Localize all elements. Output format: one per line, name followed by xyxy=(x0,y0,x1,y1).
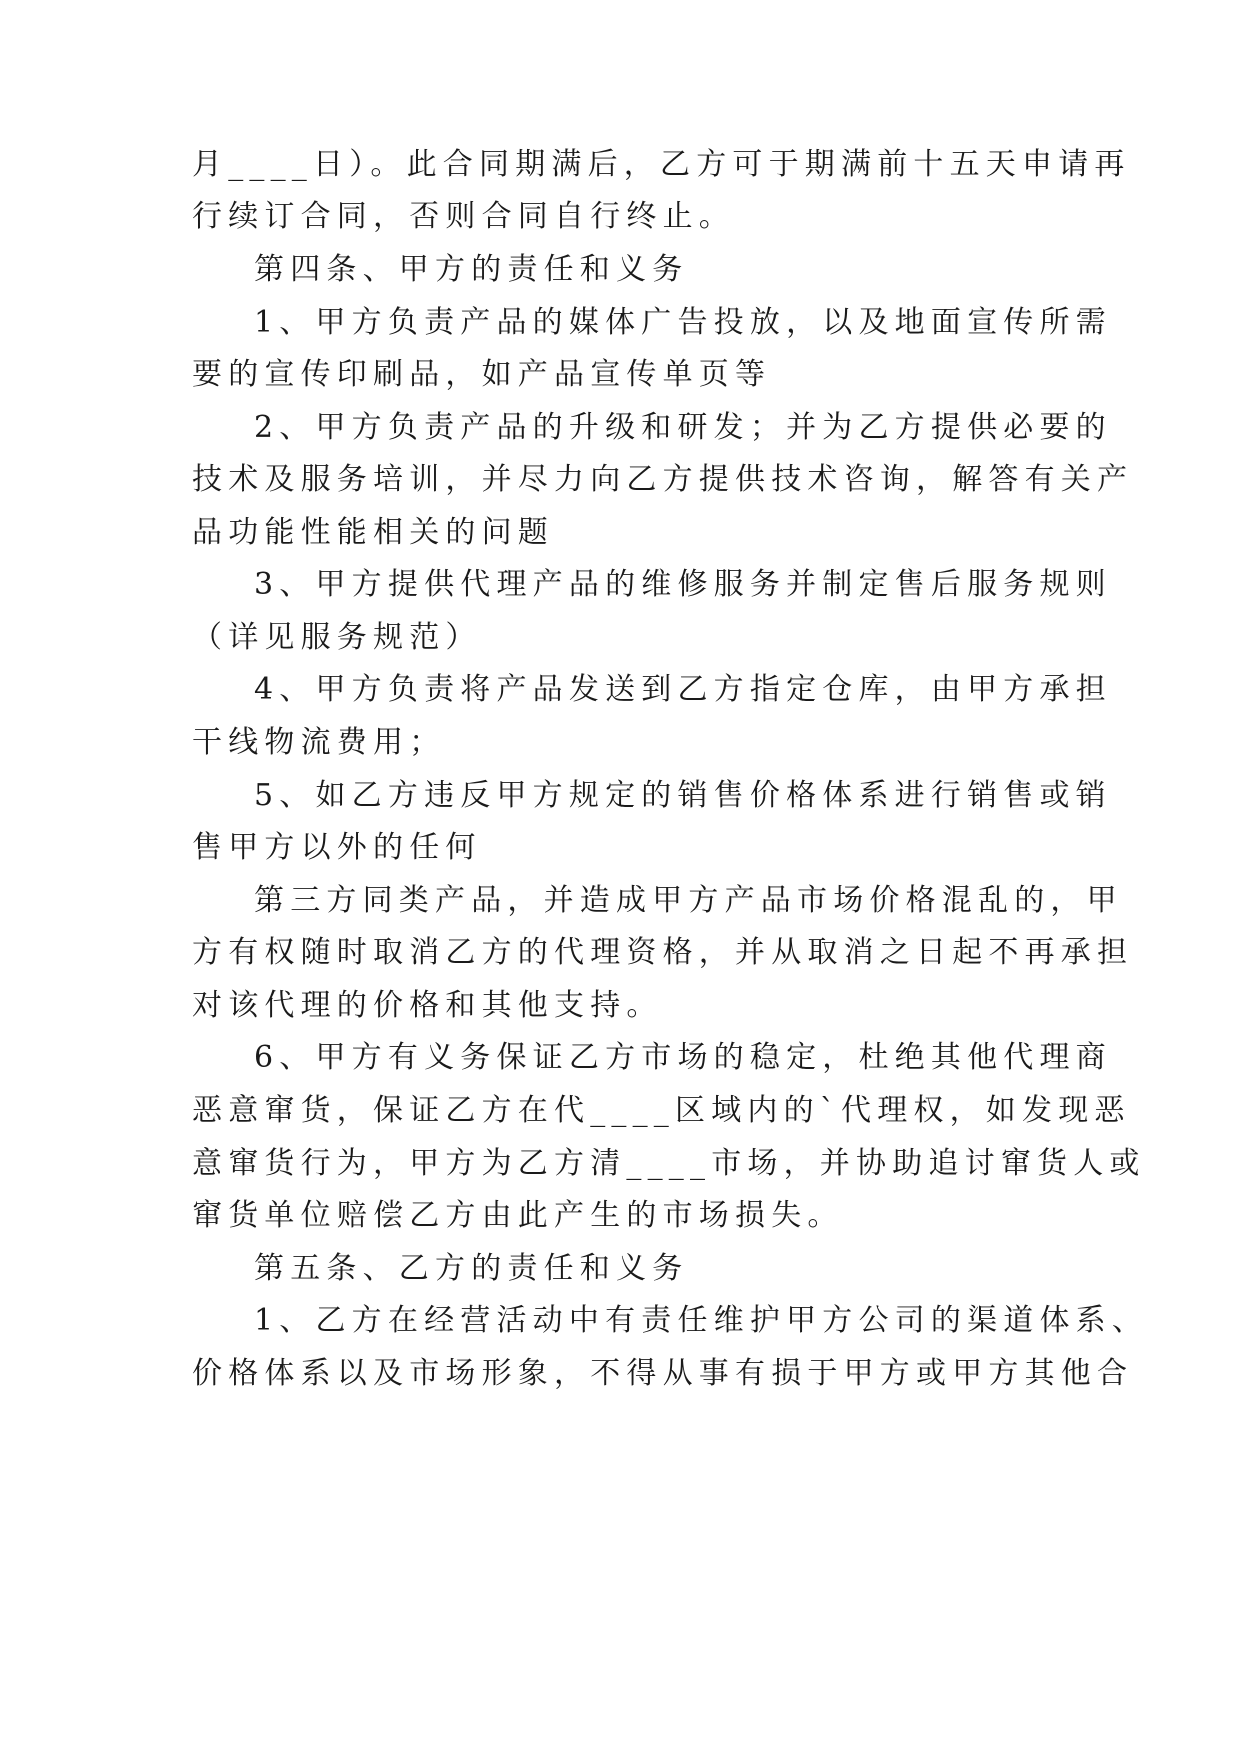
section-heading: 第四条、甲方的责任和义务 xyxy=(254,252,689,287)
text-line: 方有权随时取消乙方的代理资格，并从取消之日起不再承担 xyxy=(192,935,1134,970)
text-line: 干线物流费用； xyxy=(192,725,446,760)
text-line: 意窜货行为，甲方为乙方清____市场，并协助追讨窜货人或 xyxy=(192,1146,1146,1181)
text-line: 4、甲方负责将产品发送到乙方指定仓库，由甲方承担 xyxy=(254,672,1112,707)
text-line: 要的宣传印刷品，如产品宣传单页等 xyxy=(192,357,772,392)
text-line: 5、如乙方违反甲方规定的销售价格体系进行销售或销 xyxy=(254,778,1112,813)
section-heading: 第五条、乙方的责任和义务 xyxy=(254,1251,689,1286)
text-line: 恶意窜货，保证乙方在代____区域内的`代理权，如发现恶 xyxy=(192,1093,1131,1128)
text-line: 窜货单位赔偿乙方由此产生的市场损失。 xyxy=(192,1198,844,1233)
text-line: 月____日）。此合同期满后，乙方可于期满前十五天申请再 xyxy=(192,147,1131,182)
text-line: 品功能性能相关的问题 xyxy=(192,515,554,550)
text-line: 对该代理的价格和其他支持。 xyxy=(192,988,663,1023)
text-line: 售甲方以外的任何 xyxy=(192,830,482,865)
text-line: 1、乙方在经营活动中有责任维护甲方公司的渠道体系、 xyxy=(254,1303,1149,1338)
text-line: 行续订合同，否则合同自行终止。 xyxy=(192,199,735,234)
text-line: 1、甲方负责产品的媒体广告投放，以及地面宣传所需 xyxy=(254,305,1112,340)
text-line: 价格体系以及市场形象，不得从事有损于甲方或甲方其他合 xyxy=(192,1356,1134,1391)
text-line: 第三方同类产品，并造成甲方产品市场价格混乱的，甲 xyxy=(254,883,1123,918)
text-line: 技术及服务培训，并尽力向乙方提供技术咨询，解答有关产 xyxy=(192,462,1134,497)
text-line: 3、甲方提供代理产品的维修服务并制定售后服务规则 xyxy=(254,567,1112,602)
text-line: 2、甲方负责产品的升级和研发；并为乙方提供必要的 xyxy=(254,410,1112,445)
text-line: 6、甲方有义务保证乙方市场的稳定，杜绝其他代理商 xyxy=(254,1040,1112,1075)
text-line: （详见服务规范） xyxy=(192,620,482,655)
